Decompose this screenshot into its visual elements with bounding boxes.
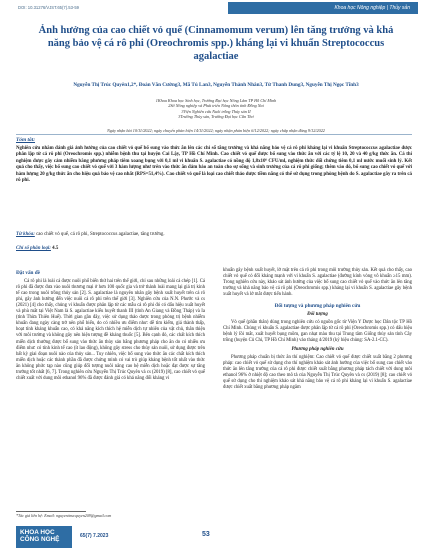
intro-paragraph: Cá rô phi là loài cá được nuôi phổ biến thứ hai trên thế giới, chỉ sau những loài cá chép [1]. Cá rô phi đã được đưa vào nuôi thương mại ở hơn 100 quốc gia và trở thành loài mang lại giá trị kinh tế cao trong nuôi trồng thủy sản [2]. S. agalactiae là nguyên nhân gây bệnh xuất huyết trên cá rô phi, gây ảnh hưởng đến việc nuôi cá rô phi trên thế giới [3]. Nghiên cứu của N.N. Phước và cs (2021) [4] cho thấy, chủng vi khuẩn được phân lập từ các mẫu cá rô phi đó có dấu hiệu xuất huyết và phù mắt tại Việt Nam là S. agalactiae kiểu huyết thanh III (tỉnh An Giang và Đồng Tháp) và Ia (tỉnh Thừa Thiên Huế). Thời gian gần đây, việc sử dụng thảo dược trong phòng trị bệnh nhiễm khuẩn đang ngày càng trở nên phổ biến, do có nhiều ưu điểm như: dễ tìm kiếm, giá thành thấp, hoạt tính kháng khuẩn cao, có khả năng kích thích hệ miễn dịch tự nhiên của vật chủ, thân thiện với môi trường và không gây nên hiện tượng đề kháng thuốc [5]. Bên cạnh đó, các chất kích thích miễn dịch thường được bổ sung vào thức ăn thủy sản bằng phương pháp cho ăn do có nhiều ưu điểm như: có tính kinh tế cao (ít lao động), không gây stress cho thủy sản nuôi, sử dụng được trên bất kỳ giai đoạn nuôi nào của thủy sản... Tuy nhiên, việc bổ sung vào thức ăn các chất kích thích miễn dịch hoặc các thành phần đã được chứng minh có vai trò giúp kháng bệnh tốt nhất vào thức ăn không phức tạp nào cũng giúp đối tượng nuôi nâng cao hệ miễn dịch hoặc đạt được sự tăng trưởng tốt nhất [6, 7]. Trong nghiên cứu Nguyễn Thị Trúc Quyên và cs (2019) [8], cao chiết vỏ quế chiết xuất với dung môi ethanol 96% đã được đánh giá có khả năng đối kháng vi bbox=[16, 279, 205, 381]
keywords-text: cao chiết vỏ quế, cá rô phi, Streptococcus agalactiae, tăng trưởng. bbox=[36, 232, 165, 237]
section-heading-intro: Đặt vấn đề bbox=[16, 270, 40, 276]
classification-label: Chỉ số phân loại: bbox=[16, 246, 51, 251]
subject-paragraph: Vỏ quế (phần thân) dùng trong nghiên cứu có nguồn gốc từ Viện Y Dược học Dân tộc TP Hồ Chí Minh. Chủng vi khuẩn S. agalactiae được phân lập từ cá rô phi (Oreochromis spp.) có dấu hiệu bệnh lý lồi mắt, xuất huyết bụng mõm, gan nhạt màu thu tại Trung tâm Giống thủy sản tỉnh Cây trồng (huyện Củ Chi, TP Hồ Chí Minh) vào tháng 4/2019 (ký hiệu chủng: SA-2.1-CC). bbox=[223, 320, 412, 344]
classification bbox=[16, 246, 58, 251]
affiliation-4: 3Trường Thủy sản, Trường Đại học Cần Thơ bbox=[178, 114, 254, 120]
affiliations bbox=[30, 98, 402, 120]
page-number: 53 bbox=[202, 531, 210, 538]
authors: Nguyễn Thị Trúc Quyên1,2*, Đoàn Văn Cường3, Mã Tú Lan3, Nguyễn Thành Nhân3, Từ Thanh Dung3, Nguyễn Thị Ngọc Tĩnh3 bbox=[73, 82, 359, 88]
right-column bbox=[223, 268, 412, 391]
received-dates: Ngày nhận bài 10/11/2022; ngày chuyển phản biện 14/11/2022; ngày nhận phản biện 6/12/2022; ngày chấp nhận đăng 9/12/2022 bbox=[107, 128, 325, 133]
classification-value: 4.5 bbox=[52, 246, 59, 251]
keywords bbox=[16, 232, 412, 238]
article-title: Ảnh hưởng của cao chiết vỏ quế (Cinnamomum verum) lên tăng trưởng và khả năng bảo vệ cá rô phi (Oreochromis spp.) kháng lại vi khuẩn Streptococcus agalactiae bbox=[38, 25, 394, 62]
journal-logo bbox=[16, 526, 72, 548]
doi-label: DOI: 10.31276/VJST.65(7).53-59 bbox=[18, 5, 79, 10]
affiliation-3: 3Viện Nghiên cứu Nuôi trồng Thủy sản II bbox=[181, 108, 251, 114]
section-heading-methods: Đối tượng và phương pháp nghiên cứu bbox=[274, 303, 361, 310]
subheading-subject: Đối tượng bbox=[307, 312, 328, 318]
footnote: *Tác giả liên hệ: Email: nguyenttrucquyen209@gmail.com bbox=[16, 513, 112, 518]
page-header bbox=[0, 0, 426, 17]
footnote-divider bbox=[16, 511, 86, 512]
left-column bbox=[16, 268, 205, 382]
affiliation-1: 1Khoa Khoa học Sinh học, Trường Đại học Nông Lâm TP Hồ Chí Minh bbox=[155, 98, 277, 103]
issue-label: 65(7) 7.2023 bbox=[80, 533, 109, 539]
logo-line-2: CÔNG NGHỆ bbox=[20, 536, 60, 543]
affiliation-2: 2Sở Nông nghiệp và Phát triển Nông thôn tỉnh Đồng Nai bbox=[168, 103, 264, 109]
abstract-text: Nghiên cứu nhằm đánh giá ảnh hưởng của cao chiết vỏ quế bổ sung vào thức ăn lên các chỉ số tăng trưởng và khả năng bảo vệ cá rô phi kháng lại vi khuẩn Streptococcus agalactiae được phân lập từ cá rô phi (Oreochromis spp.) nhiễm bệnh thu tại huyện Cai Lậy, TP Hồ Chí Minh. Cao chiết vỏ quế được bổ sung vào thức ăn với các tỷ lệ 10, 20 và 40 g/kg thức ăn. Cá thí nghiệm được gây cảm nhiễm bằng phương pháp tiêm xoang bụng với 0,1 ml vi khuẩn S. agalactiae có nồng độ 1,8x10⁶ CFU/ml, nghiệm thức đối chứng tiêm 0,1 ml nước muối sinh lý. Kết quả cho thấy, việc bổ sung cao chiết vỏ quế với 3 hàm lượng như trên vào thức ăn đảm bảo an toàn cho sự sống và sinh trưởng của cá rô phi giống; thêm vào đó, bổ sung cao chiết vỏ quế với hàm lượng 20 g/kg thức ăn cho hiệu quả bảo vệ cao nhất (RPS=51,4%). Cao chiết vỏ quế là loại cao chiết thảo dược tiềm năng có thể sử dụng trong phòng bệnh do S. agalactiae gây ra trên cá rô phi. bbox=[16, 146, 412, 184]
keywords-label: Từ khóa: bbox=[16, 232, 35, 237]
page-footer bbox=[0, 524, 426, 555]
methods-paragraph: Phương pháp chuẩn bị thức ăn thí nghiệm: Cao chiết vỏ quế được chiết xuất bằng 2 phương pháp: cao chiết vỏ quế sử dụng cho thí nghiệm khảo sát ảnh hưởng của việc bổ sung cao chiết vào thức ăn lên tăng trưởng của cá rô phi được chiết xuất bằng phương pháp tách chiết với dung môi ethanol 96% ở nhiệt độ cao theo mô tả của Nguyễn Thị Trúc Quyên và cs (2019) [8]; cao chiết vỏ quế sử dụng cho thí nghiệm khảo sát khả năng bảo vệ cá rô phi kháng lại vi khuẩn S. agalactiae được chiết xuất bằng phương pháp ngâm bbox=[223, 354, 412, 390]
logo-line-1: KHOA HỌC bbox=[20, 529, 55, 536]
abstract-heading: Tóm tắt: bbox=[16, 137, 36, 143]
intro-continued: khuẩn gây bệnh xuất huyết, lở mặt trên cá rô phi trong môi trường thủy sản. Kết quả cho thấy, cao chiết vỏ quế có đối kháng mạnh với vi khuẩn S. agalactiae (đường kính vòng vô khuẩn ≥15 mm). Trong nghiên cứu này, khảo sát ảnh hưởng của việc bổ sung cao chiết vỏ quế vào thức ăn lên tăng trưởng và khả năng bảo vệ cá rô phi (Oreochromis spp.) kháng lại vi khuẩn S. agalactiae gây bệnh xuất huyết và lở mắt được tiến hành. bbox=[223, 268, 412, 298]
subheading-methods: Phương pháp nghiên cứu bbox=[291, 346, 344, 352]
section-tag: Khoa học Nông nghiệp | Thủy sản bbox=[228, 2, 418, 14]
